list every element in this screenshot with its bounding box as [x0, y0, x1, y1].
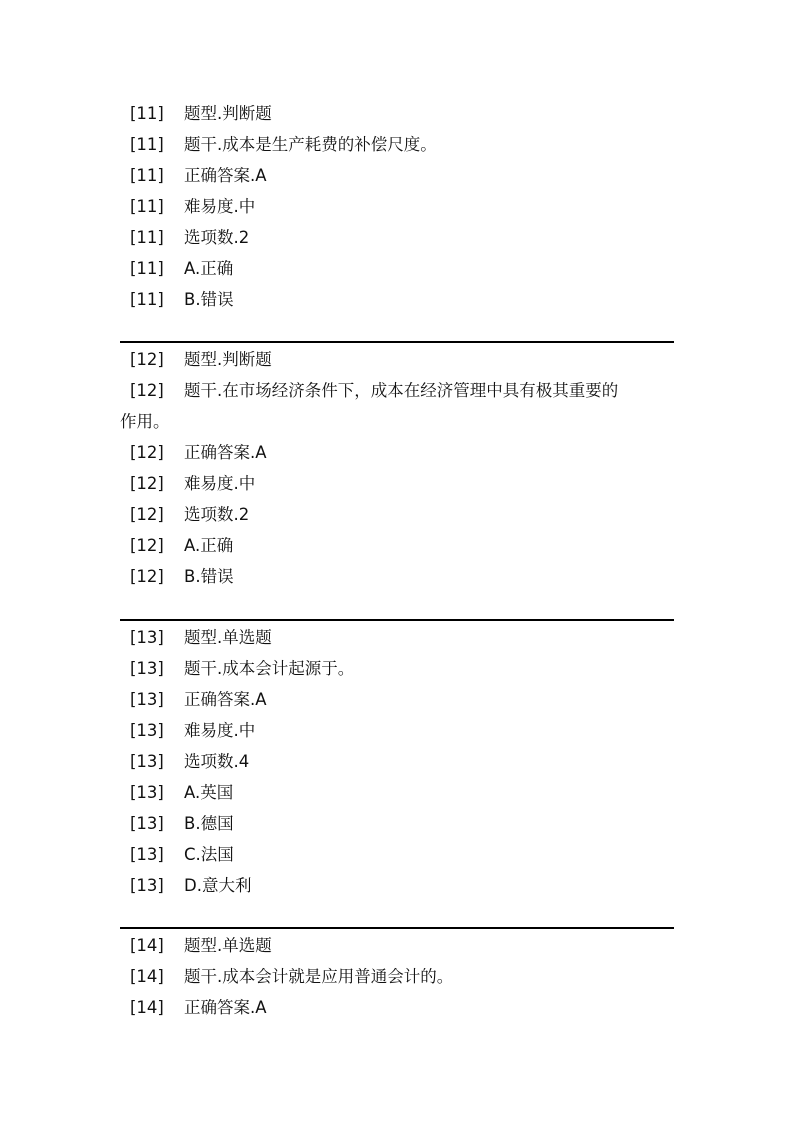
question-option: C.法国 [184, 845, 234, 864]
question-option-count: 选项数.4 [184, 752, 250, 771]
question-type: 题型.单选题 [184, 628, 272, 647]
question-line [120, 284, 674, 315]
question-block-13 [120, 622, 674, 901]
question-option: A.正确 [184, 259, 234, 278]
question-stem: 题干.成本会计起源于。 [184, 659, 355, 678]
question-line [120, 808, 674, 839]
question-option: B.错误 [184, 290, 234, 309]
question-line [120, 777, 674, 808]
question-line [120, 530, 674, 561]
question-stem-continued: 作用。 [120, 412, 170, 431]
question-number: [13] [130, 721, 164, 740]
question-stem: 题干.成本会计就是应用普通会计的。 [184, 967, 454, 986]
question-option: D.意大利 [184, 876, 252, 895]
question-number: [13] [130, 783, 164, 802]
question-stem: 题干.在市场经济条件下，成本在经济管理中具有极其重要的 [184, 381, 619, 400]
question-number: [13] [130, 659, 164, 678]
question-number: [11] [130, 135, 164, 154]
question-stem: 题干.成本是生产耗费的补偿尺度。 [184, 135, 437, 154]
question-type: 题型.判断题 [184, 350, 272, 369]
question-line [120, 344, 674, 375]
question-number: [13] [130, 628, 164, 647]
question-line [120, 375, 674, 406]
question-number: [12] [130, 350, 164, 369]
question-line [120, 468, 674, 499]
question-number: [13] [130, 845, 164, 864]
question-number: [13] [130, 814, 164, 833]
question-line [120, 839, 674, 870]
question-line [120, 253, 674, 284]
question-line [120, 406, 674, 437]
question-option-count: 选项数.2 [184, 228, 250, 247]
question-option: A.正确 [184, 536, 234, 555]
question-number: [12] [130, 443, 164, 462]
question-line [120, 437, 674, 468]
question-answer: 正确答案.A [184, 690, 267, 709]
question-line [120, 746, 674, 777]
question-line [120, 653, 674, 684]
question-option: A.英国 [184, 783, 234, 802]
section-divider [120, 341, 674, 343]
question-number: [12] [130, 536, 164, 555]
question-line [120, 961, 674, 992]
question-number: [14] [130, 936, 164, 955]
question-line [120, 222, 674, 253]
question-number: [11] [130, 166, 164, 185]
question-line [120, 870, 674, 901]
question-option: B.德国 [184, 814, 234, 833]
question-block-12 [120, 344, 674, 592]
question-number: [12] [130, 567, 164, 586]
question-number: [11] [130, 197, 164, 216]
question-number: [13] [130, 690, 164, 709]
question-line [120, 160, 674, 191]
question-number: [12] [130, 381, 164, 400]
question-line [120, 930, 674, 961]
question-number: [11] [130, 104, 164, 123]
question-line [120, 684, 674, 715]
question-option-count: 选项数.2 [184, 505, 250, 524]
question-number: [13] [130, 752, 164, 771]
question-line [120, 715, 674, 746]
question-number: [12] [130, 505, 164, 524]
question-number: [11] [130, 259, 164, 278]
question-number: [11] [130, 290, 164, 309]
question-answer: 正确答案.A [184, 998, 267, 1017]
question-option: B.错误 [184, 567, 234, 586]
question-answer: 正确答案.A [184, 166, 267, 185]
question-line [120, 622, 674, 653]
question-type: 题型.判断题 [184, 104, 272, 123]
question-line [120, 561, 674, 592]
question-line [120, 191, 674, 222]
question-answer: 正确答案.A [184, 443, 267, 462]
question-block-14 [120, 930, 674, 1023]
question-number: [14] [130, 998, 164, 1017]
question-number: [12] [130, 474, 164, 493]
question-number: [13] [130, 876, 164, 895]
question-line [120, 499, 674, 530]
question-number: [11] [130, 228, 164, 247]
question-line [120, 129, 674, 160]
question-difficulty: 难易度.中 [184, 721, 256, 740]
question-number: [14] [130, 967, 164, 986]
question-difficulty: 难易度.中 [184, 474, 256, 493]
question-line [120, 992, 674, 1023]
question-block-11 [120, 98, 674, 315]
question-type: 题型.单选题 [184, 936, 272, 955]
question-line [120, 98, 674, 129]
section-divider [120, 619, 674, 621]
question-difficulty: 难易度.中 [184, 197, 256, 216]
section-divider [120, 927, 674, 929]
